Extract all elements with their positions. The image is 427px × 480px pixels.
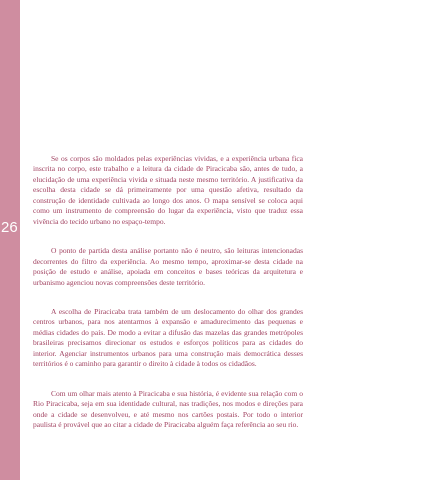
body-text bbox=[33, 154, 303, 450]
paragraph-1: Se os corpos são moldados pelas experiências vividas, e a experiência urbana fica inscrita no corpo, este trabalho e a leitura da cidade de Piracicaba são, antes de tudo, a elucidação de uma experiência vivida e situada neste mesmo território. A justificativa da escolha desta cidade se dá primeiramente por uma questão afetiva, resultado da construção de identidade cultivada ao longo dos anos. O mapa sensível se coloca aqui como um instrumento de compreensão do lugar da experiência, visto que traduz essa vivência do tecido urbano no espaço-tempo. bbox=[33, 154, 303, 226]
side-accent-band bbox=[0, 0, 20, 480]
paragraph-3: A escolha de Piracicaba trata também de um deslocamento do olhar dos grandes centros urbanos, para nos atentarmos à expansão e amadurecimento das pequenas e médias cidades do país. De modo a evitar a difusão das mazelas das grandes metrópoles brasileiras precisamos direcionar os estudos e esforços políticos para as cidades do interior. Agenciar instrumentos urbanos para uma construção mais democrática desses territórios é o caminho para garantir o direito à cidade à todos os cidadãos. bbox=[33, 306, 303, 369]
paragraph-2: O ponto de partida desta análise portanto não é neutro, são leituras intencionadas decorrentes do filtro da experiência. Ao mesmo tempo, aproximar-se desta cidade na posição de estudo e análise, apoiada em conceitos e bases teóricas da arquitetura e urbanismo agenciou novas compreensões deste território. bbox=[33, 246, 303, 287]
paragraph-4: Com um olhar mais atento à Piracicaba e sua história, é evidente sua relação com o Rio Piracicaba, seja em sua identidade cultural, nas tradições, nos modos e direções para onde a cidade se desenvolveu, e até mesmo nos cartões postais. Por todo o interior paulista é provável que ao citar a cidade de Piracicaba alguém faça referência ao seu rio. bbox=[33, 388, 303, 430]
page-number: 26 bbox=[1, 219, 18, 236]
